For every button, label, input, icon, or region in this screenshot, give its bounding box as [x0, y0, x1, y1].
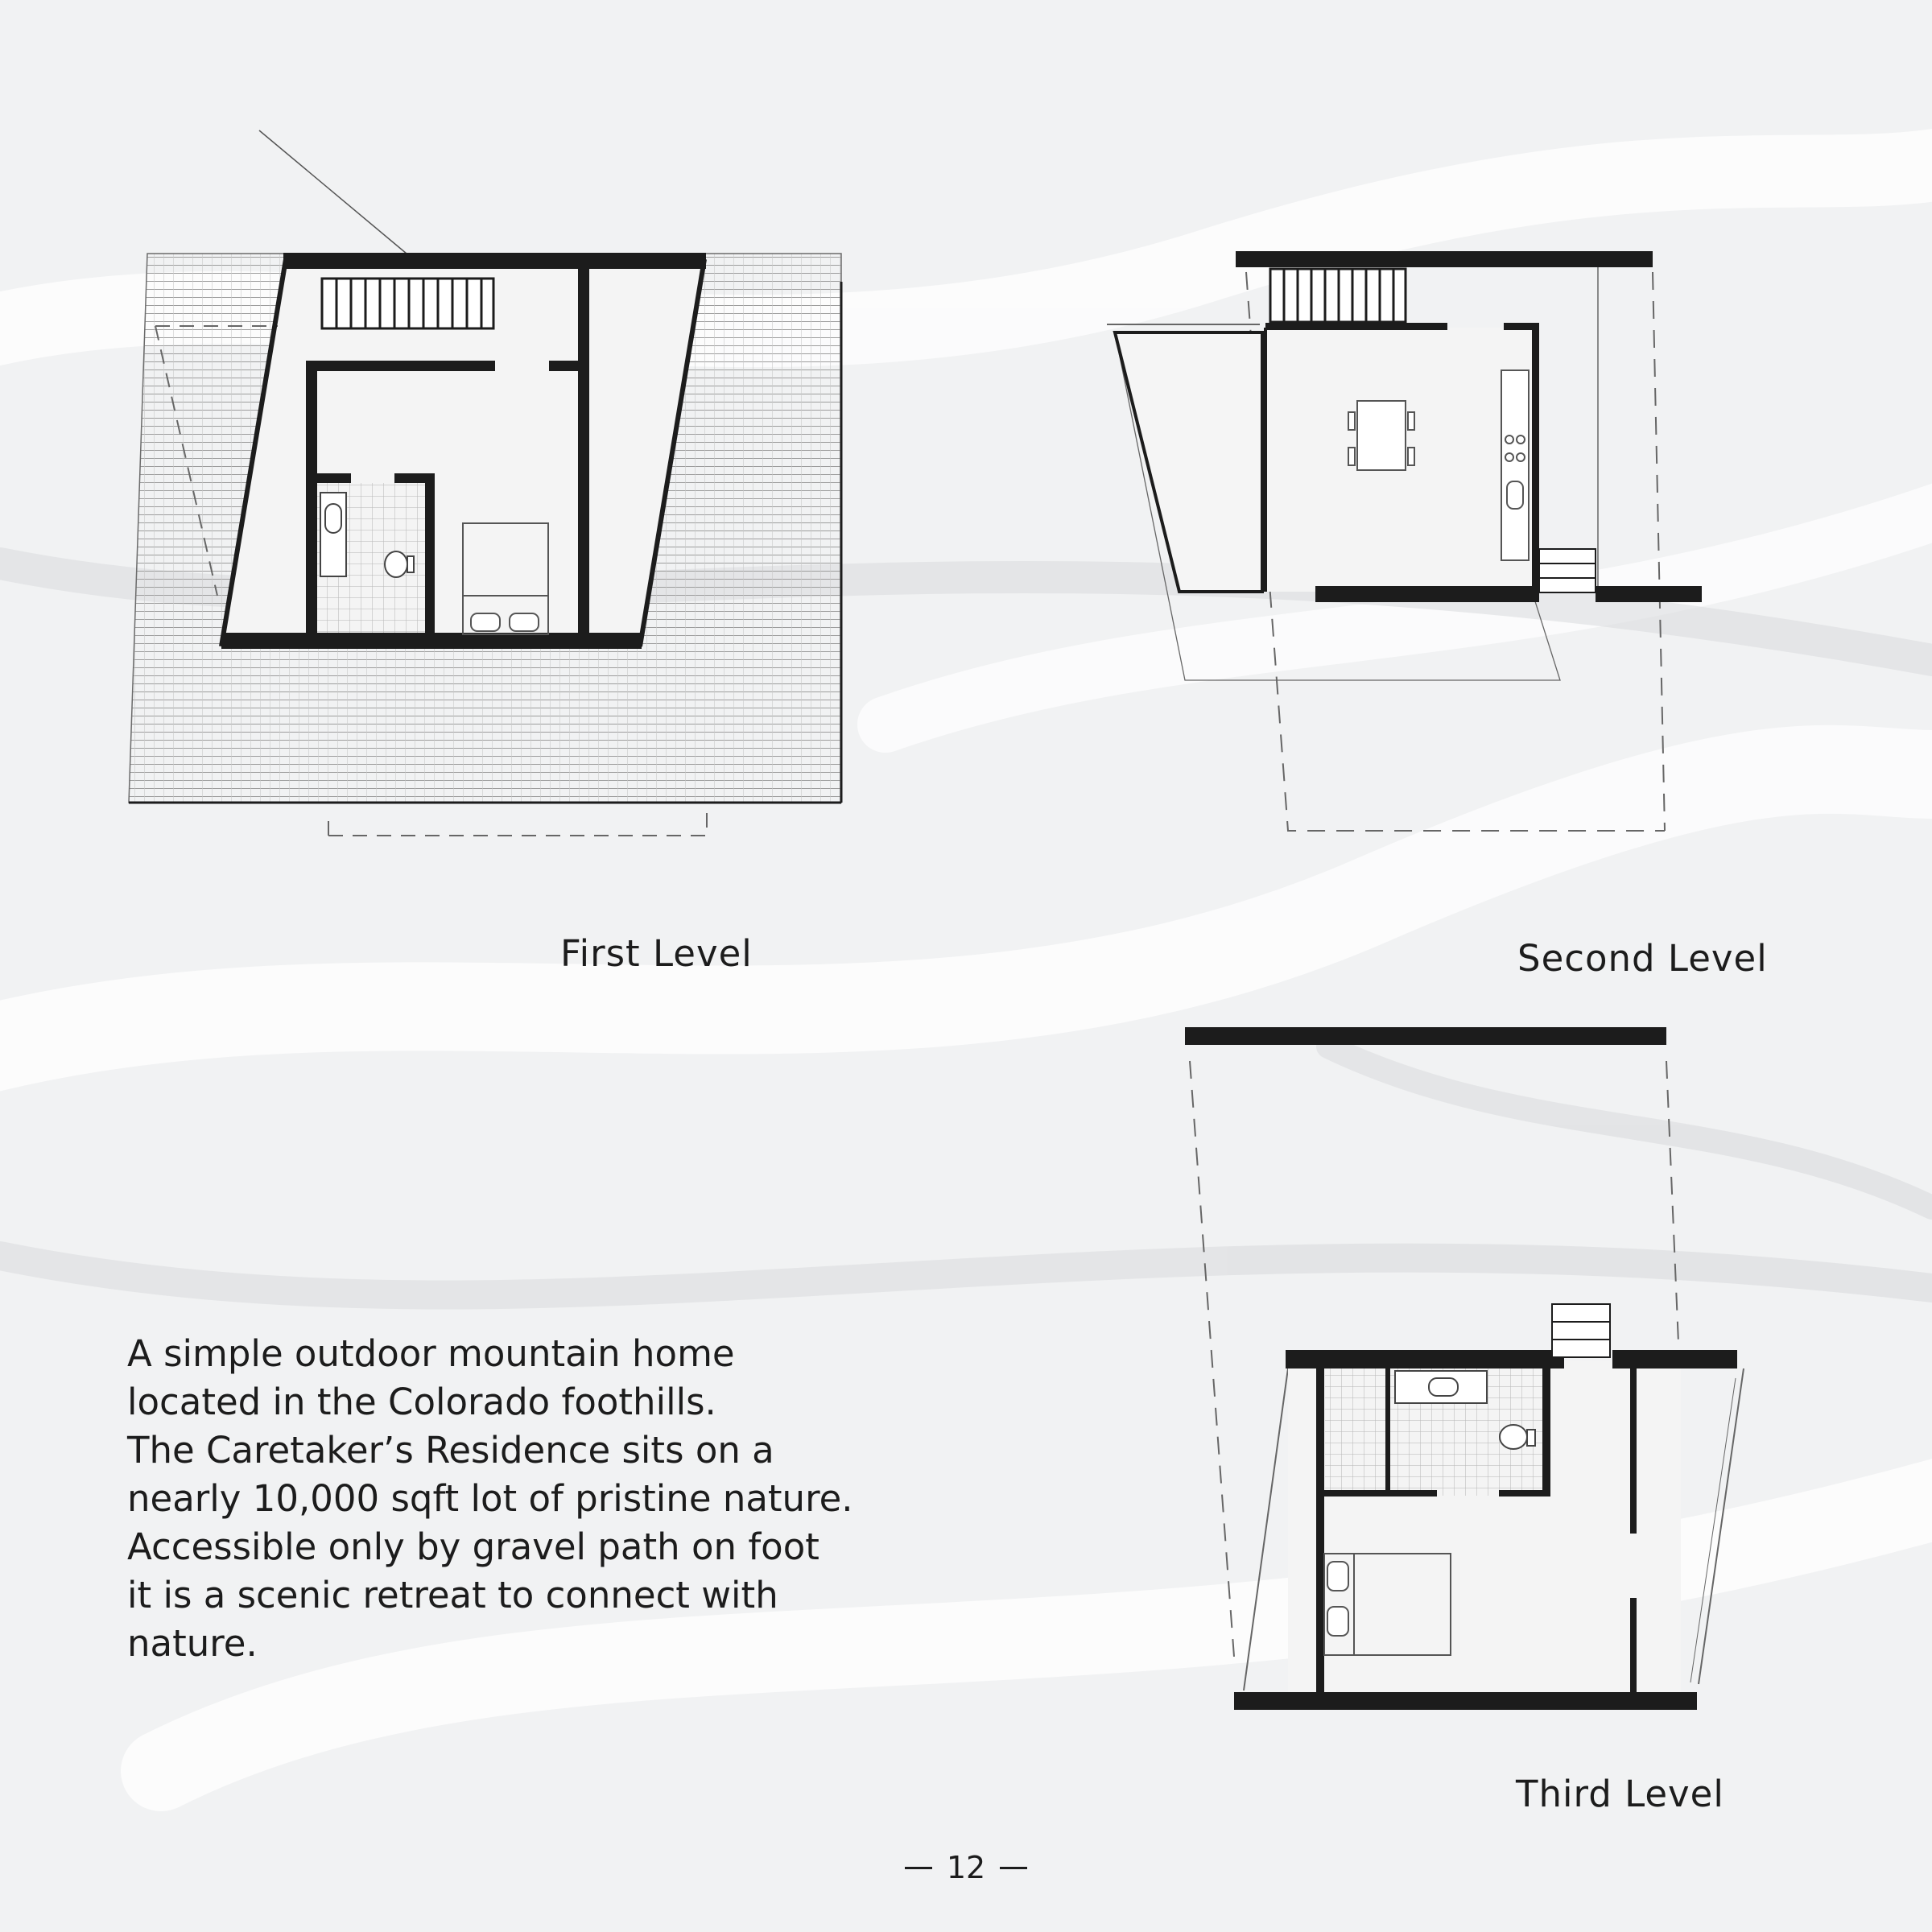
description-line: Accessible only by gravel path on foot	[127, 1525, 819, 1568]
page-number-dash-left	[905, 1867, 932, 1869]
page-number	[894, 1847, 1038, 1888]
third-entry-steps	[1552, 1304, 1610, 1357]
project-description	[127, 1330, 853, 1668]
third-roof-beam	[1185, 1027, 1666, 1045]
description-line: A simple outdoor mountain home	[127, 1332, 735, 1375]
first-level-label: First Level	[560, 932, 753, 975]
third-north-wall-right	[1612, 1350, 1737, 1368]
third-south-wall	[1234, 1692, 1697, 1710]
description-line: nearly 10,000 sqft lot of pristine nature.	[127, 1477, 853, 1520]
description-line: nature.	[127, 1622, 258, 1665]
second-level-label: Second Level	[1517, 937, 1768, 980]
third-north-wall-left	[1286, 1350, 1564, 1368]
third-level-label: Third Level	[1516, 1773, 1724, 1815]
page-number-dash-right	[1000, 1867, 1027, 1869]
page-number-value: 12	[946, 1850, 986, 1885]
description-line: located in the Colorado foothills.	[127, 1381, 716, 1423]
description-line: The Caretaker’s Residence sits on a	[127, 1429, 774, 1472]
description-line: it is a scenic retreat to connect with	[127, 1574, 778, 1616]
